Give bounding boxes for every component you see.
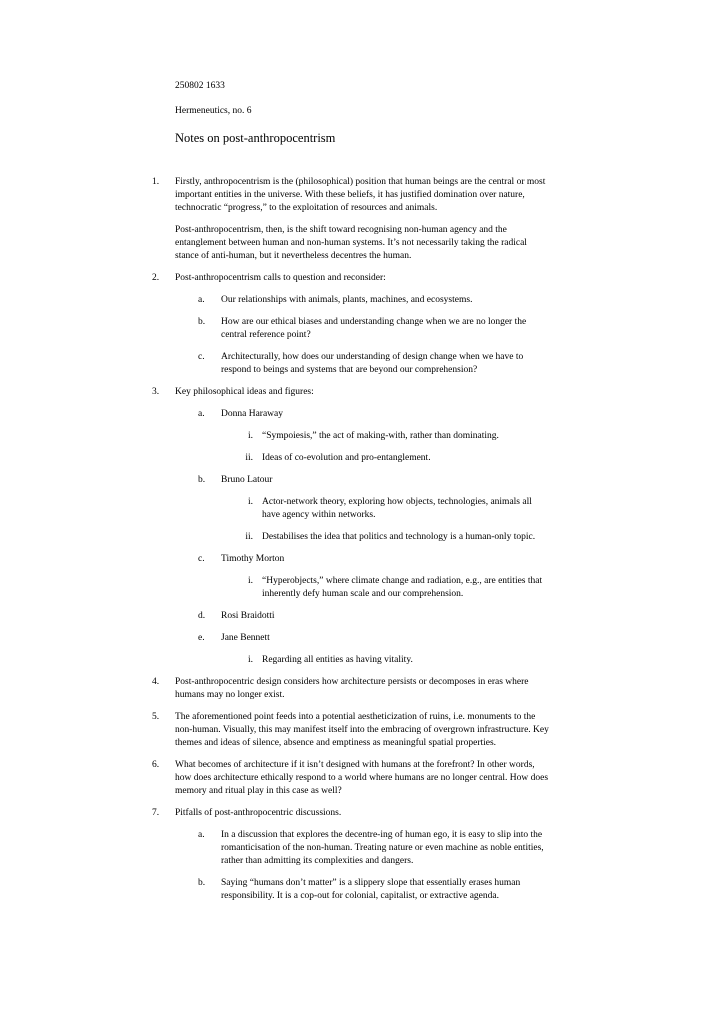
list-item-marker: d. (198, 611, 206, 621)
list-item (152, 176, 549, 215)
list-item (198, 553, 549, 566)
list-item (152, 711, 549, 750)
list-item-marker: i. (247, 431, 253, 441)
list-item-text: The aforementioned point feeds into a potential aestheticization of ruins, i.e. monuments to the non-human. Visually, this may manifest itself into the embracing of overgrown infrastructure. Key themes and ideas of silence, absence and emptiness as meaningful spatial properties. (175, 712, 549, 748)
list-item (152, 224, 549, 263)
list-item-text: What becomes of architecture if it isn’t designed with humans at the forefront? In other words, how does architecture ethically respond to a world where humans are no longer central. How does memory and ritual play in this case as well? (175, 760, 549, 796)
list-item (198, 610, 549, 623)
list-item-text: Pitfalls of post-anthropocentric discussions. (175, 808, 342, 818)
list-item-marker: e. (198, 633, 205, 643)
list-item (152, 272, 549, 285)
list-item-text: Key philosophical ideas and figures: (175, 387, 314, 397)
list-item-text: How are our ethical biases and understanding change when we are no longer the central reference point? (221, 317, 527, 340)
list-item-text: Destabilises the idea that politics and technology is a human-only topic. (262, 532, 536, 542)
list-item-marker: 3. (152, 387, 160, 397)
list-item-marker: 1. (152, 177, 160, 187)
list-item-marker: 7. (152, 808, 160, 818)
list-item-text: Saying “humans don’t matter” is a slippery slope that essentially erases human responsibility. It is a cop-out for colonial, capitalist, or extractive agenda. (221, 878, 521, 901)
list-item-marker: 5. (152, 712, 160, 722)
list-item-text: Jane Bennett (221, 633, 270, 643)
list-item-text: Timothy Morton (221, 554, 285, 564)
list-item-text: Post-anthropocentrism calls to question and reconsider: (175, 273, 386, 283)
list-item (223, 496, 549, 522)
list-item-text: Donna Haraway (221, 409, 283, 419)
list-item-text: Regarding all entities as having vitality. (262, 655, 413, 665)
list-item-marker: a. (198, 409, 205, 419)
list-item (152, 759, 549, 798)
doc-timestamp: 250802 1633 (175, 81, 225, 91)
list-item-marker: i. (247, 655, 253, 665)
list-item (198, 632, 549, 645)
list-item-text: Rosi Braidotti (221, 611, 275, 621)
list-item-text: Bruno Latour (221, 475, 273, 485)
list-item-marker: b. (198, 475, 206, 485)
list-item (223, 654, 549, 667)
list-item-text: Firstly, anthropocentrism is the (philosophical) position that human beings are the central or most important entities in the universe. With these beliefs, it has justified domination over nature, technocratic “progress,” to the exploitation of resources and animals. (175, 177, 546, 213)
list-item-marker: 6. (152, 760, 160, 770)
list-item-marker (152, 224, 175, 263)
list-item-marker: b. (198, 878, 206, 888)
list-item-marker: i. (247, 497, 253, 507)
list-item (198, 408, 549, 421)
list-item (152, 807, 549, 820)
document-header (152, 80, 549, 146)
list-item-text: In a discussion that explores the decentre-ing of human ego, it is easy to slip into the romanticisation of the non-human. Treating nature or even machine as noble entities, rather than admitting its complexities and dangers. (221, 830, 544, 866)
list-item-marker: ii. (245, 532, 253, 542)
list-item-text: Architecturally, how does our understanding of design change when we have to respond to beings and systems that are beyond our comprehension? (221, 352, 524, 375)
list-item-marker: a. (198, 295, 205, 305)
list-item-text: Ideas of co-evolution and pro-entanglement. (262, 453, 431, 463)
list-item-text: “Sympoiesis,” the act of making-with, rather than dominating. (262, 431, 499, 441)
list-item-text: Post-anthropocentric design considers how architecture persists or decomposes in eras where humans may no longer exist. (175, 677, 529, 700)
list-item (223, 531, 549, 544)
list-item (198, 474, 549, 487)
list-item-marker: i. (247, 576, 253, 586)
list-item (198, 877, 549, 903)
doc-series-label: Hermeneutics, no. 6 (175, 106, 252, 116)
list-item-marker: c. (198, 352, 205, 362)
list-item-marker: ii. (245, 453, 253, 463)
list-item (152, 386, 549, 399)
list-item (223, 575, 549, 601)
list-item-marker: c. (198, 554, 205, 564)
list-item-marker: b. (198, 317, 206, 327)
list-item (198, 316, 549, 342)
notes-list (152, 176, 549, 903)
list-item (223, 452, 549, 465)
list-item (223, 430, 549, 443)
list-item-text: Post-anthropocentrism, then, is the shift toward recognising non-human agency and the entanglement between human and non-human systems. It’s not necessarily taking the radical stance of anti-human, but it nevertheless decentres the human. (175, 225, 527, 261)
list-item (198, 829, 549, 868)
list-item-marker: 2. (152, 273, 160, 283)
list-item (198, 294, 549, 307)
list-item-text: Actor-network theory, exploring how objects, technologies, animals all have agency within networks. (262, 497, 532, 520)
list-item-marker: a. (198, 830, 205, 840)
list-item (152, 676, 549, 702)
list-item-text: “Hyperobjects,” where climate change and radiation, e.g., are entities that inherently defy human scale and our comprehension. (262, 576, 543, 599)
list-item-text: Our relationships with animals, plants, machines, and ecosystems. (221, 295, 473, 305)
doc-title: Notes on post-anthropocentrism (175, 131, 336, 145)
list-item (198, 351, 549, 377)
list-item-marker: 4. (152, 677, 160, 687)
